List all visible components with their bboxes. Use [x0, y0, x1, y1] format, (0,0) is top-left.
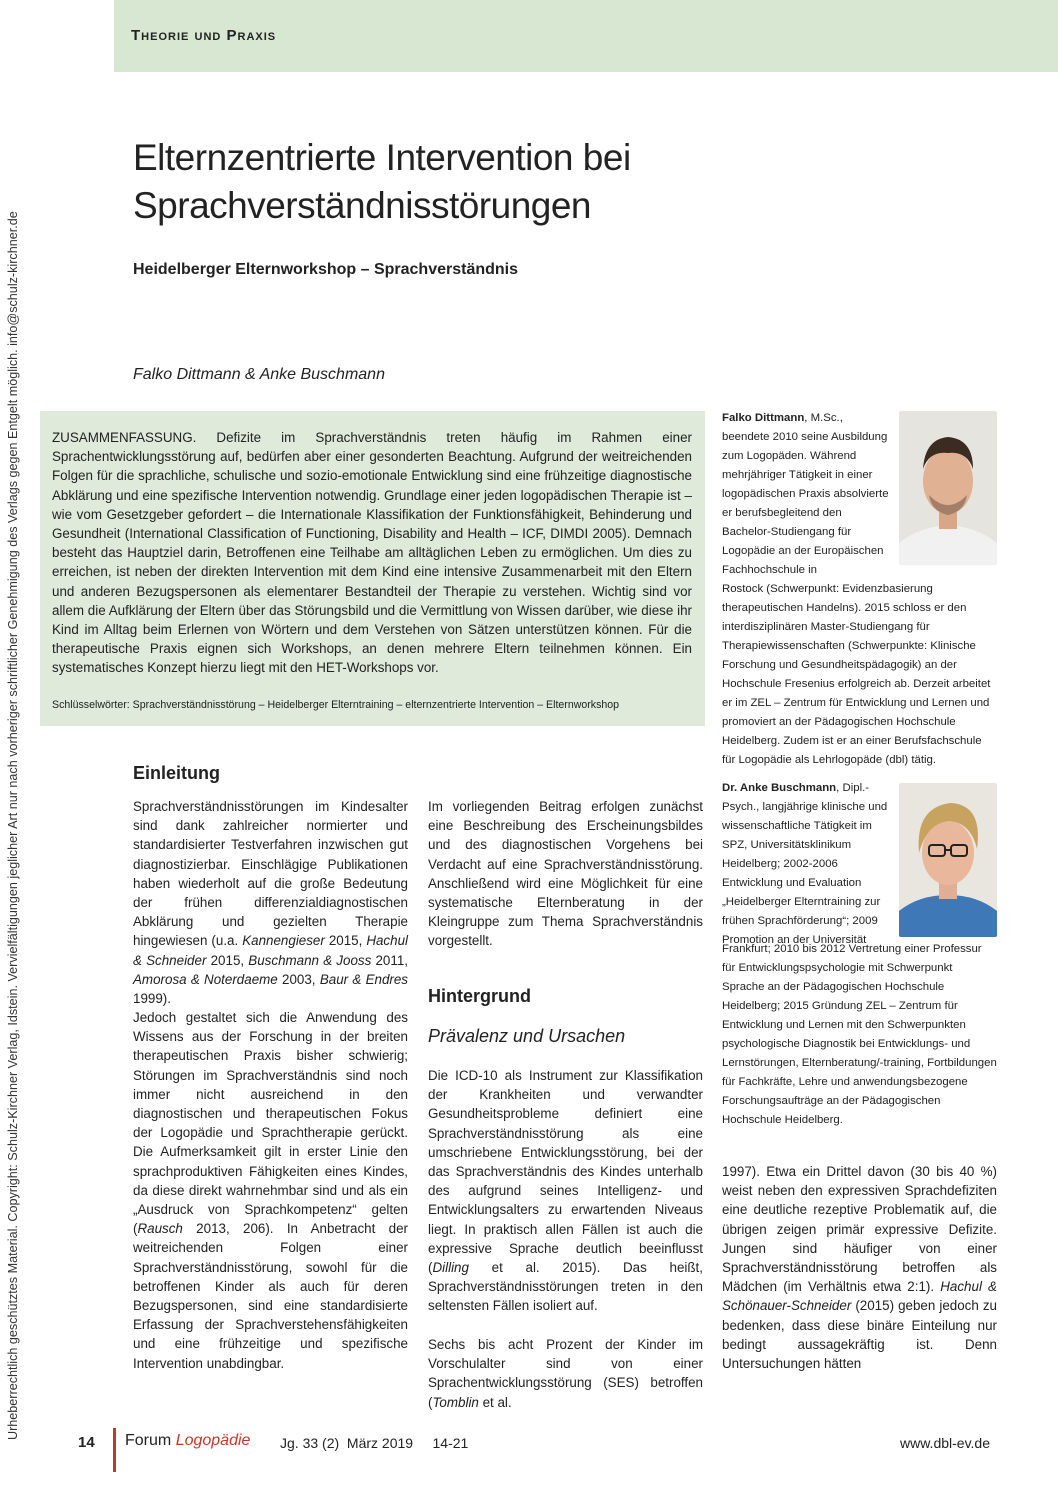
text-run: 2003,: [277, 971, 320, 987]
heading-hintergrund: Hintergrund: [428, 986, 531, 1006]
text-run: 2011,: [371, 952, 408, 968]
portrait-woman-icon: [899, 783, 997, 937]
text-run: 1999).: [133, 991, 171, 1007]
portrait-man-icon: [899, 411, 997, 565]
citation: Dilling: [432, 1260, 469, 1276]
article-title: [133, 134, 753, 230]
keywords: Schlüsselwörter: Sprachverständnisstörung – Heidelberger Elterntraining – elternzentrierte Intervention – Elternworkshop: [52, 699, 620, 711]
text-run: Die ICD-10 als Instrument zur Klassifikation der Krankheiten und verwandter Gesundheitsprobleme definiert eine Sprachverständnisstörung als eine umschriebene Entwicklungsstörung, bei der das Sprachverständnis des Kindes unterhalb des aufgrund seines Intelligenz- und Entwicklungsalters zu erwartenden Niveaus liegt. In praktisch allen Fällen ist auch die expressive Sprache deutlich beeinflusst (: [428, 1068, 703, 1276]
citation: Tomblin: [432, 1394, 479, 1410]
col2-paragraph-2: [428, 1066, 703, 1316]
citation: Baur & Endres: [319, 971, 408, 987]
citation: Hachul & Schneider: [133, 933, 408, 968]
text-run: 2015,: [324, 933, 367, 949]
bio-dittmann-text-short: beendete 2010 seine Ausbildung zum Logopäden. Während mehrjähriger Tätigkeit in einer logopädischen Praxis absolvierte er berufsbegleitend den Bachelor-Studiengang für Logopädie an der Europäischen Fachhochschule in: [722, 431, 889, 576]
subheading-praevalenz: Prävalenz und Ursachen: [428, 1026, 626, 1046]
bio-buschmann-short: [722, 779, 892, 950]
citation: Rausch: [137, 1221, 183, 1237]
issue-info: Jg. 33 (2) März 2019 14-21: [280, 1435, 469, 1451]
col3-paragraph: [722, 1162, 997, 1373]
text-run: Jedoch gestaltet sich die Anwendung des Wissens aus der Forschung in der breiten therapeutischen Praxis bisher schwierig; Störungen im Sprachverständnis sind noch immer nicht ausreichend in den diagnostischen und therapeutischen Fokus der Logopädie und Sprachtherapie gerückt. Die Aufmerksamkeit gilt in erster Linie den sprachproduktiven Fähigkeiten eines Kindes, da diese direkt wahrnehmbar sind und als ein „Ausdruck von Sprachkompetenz“ gelten (: [133, 1010, 408, 1237]
text-run: et al. 2015). Das heißt, Sprachverständnisstörungen treten in den seltensten Fällen isoliert auf.: [428, 1260, 703, 1314]
col2-paragraph-3: [428, 1335, 703, 1412]
col1-paragraph-1: [133, 797, 408, 1008]
copyright-side-note: Urheberrechtlich geschütztes Material. Copyright: Schulz-Kirchner Verlag, Idstein. Vervielfältigungen jeglicher Art nur nach vorheriger schriftlicher Genehmigung des Verlags gegen Entgelt möglich. info@schulz-kirchner.de: [6, 211, 20, 1440]
author-photo-dittmann: [899, 411, 997, 565]
abstract-text: ZUSAMMENFASSUNG. Defizite im Sprachverständnis treten häufig im Rahmen einer Sprachentwicklungsstörung auf, bedürfen aber einer gesonderten Beachtung. Aufgrund der weitreichenden Folgen für die sprachliche, schulische und sozio-emotionale Entwicklung sind eine frühzeitige diagnostische Abklärung und eine spezifische Intervention notwendig. Grundlage einer jeden logopädischen Therapie ist – wie vom Gesetzgeber gefordert – die Internationale Klassifikation der Funktionsfähigkeit, Behinderung und Gesundheit (International Classification of Functioning, Disability and Health – ICF, DIMDI 2005). Demnach besteht das Hauptziel darin, Betroffenen eine Teilhabe am alltäglichen Leben zu ermöglichen. Um dies zu erreichen, ist neben der direkten Intervention mit dem Kind eine intensive Zusammenarbeit mit den Eltern und anderen Bezugspersonen als elementarer Bestandteil der Therapie zu verstehen. Wichtig sind vor allem die Aufklärung der Eltern über das Störungsbild und die Vermittlung von Wissen darüber, wie diese ihr Kind im Alltag beim Erlernen von Wörtern und dem Verstehen von Sätzen unterstützen können. Für die therapeutische Praxis eignen sich Workshops, an denen mehrere Eltern teilnehmen können. Ein systematisches Konzept hierzu liegt mit den HET-Workshops vor.: [52, 430, 692, 676]
col1-paragraph-2: [133, 1008, 408, 1373]
bio-buschmann-name: Dr. Anke Buschmann: [722, 782, 837, 794]
bio-buschmann-long: Frankfurt; 2010 bis 2012 Vertretung einer Professur für Entwicklungspsychologie mit Schwerpunkt Sprache an der Pädagogischen Hochschule Heidelberg; 2015 Gründung ZEL – Zentrum für Entwicklung und Lernen mit den Schwerpunkten psychologische Diagnostik bei Entwicklungs- und Lernstörungen, Elternberatung/-training, Fortbildungen für Fachkräfte, Lehre und anwendungsbezogene Forschungsaufträge an der Pädagogischen Hochschule Heidelberg.: [722, 943, 997, 1126]
citation: Hachul & Schönauer-Schneider: [722, 1279, 997, 1314]
article-subtitle: Heidelberger Elternworkshop – Sprachverständnis: [133, 261, 519, 278]
bio-dittmann-short: [722, 409, 892, 580]
article-title-line1: Elternzentrierte Intervention bei: [133, 137, 631, 178]
citation: Kannengieser: [242, 933, 325, 949]
text-run: et al.: [478, 1394, 512, 1410]
footer-url[interactable]: www.dbl-ev.de: [900, 1435, 991, 1451]
col2-paragraph-1: Im vorliegenden Beitrag erfolgen zunächst eine Beschreibung des Erscheinungsbildes und des diagnostischen Vorgehens bei Verdacht auf eine Sprachverständnisstörung. Anschließend wird eine Möglichkeit für eine systematische Elternberatung in der Kleingruppe zum Thema Sprachverständnis vorgestellt.: [428, 799, 703, 949]
bio-dittmann-long: Rostock (Schwerpunkt: Evidenzbasierung therapeutischen Handelns). 2015 schloss er den interdisziplinären Master-Studiengang für Therapiewissenschaften (Schwerpunkte: Klinische Forschung und Gesundheitspädagogik) an der Hochschule Fresenius erfolgreich ab. Derzeit arbeitet er im ZEL – Zentrum für Entwicklung und Lernen und promoviert an der Pädagogischen Hochschule Heidelberg. Zudem ist er an einer Berufsfachschule für Logopädie als Lehrlogopäde (dbl) tätig.: [722, 583, 991, 766]
text-run: Sechs bis acht Prozent der Kinder im Vorschulalter sind von einer Sprachentwicklungsstörung (SES) betroffen (: [428, 1337, 703, 1410]
citation: Amorosa & Noterdaeme: [133, 971, 278, 987]
author-photo-buschmann: [899, 783, 997, 937]
text-run: Sprachverständnisstörungen im Kindesalter sind dank zahlreicher normierter und standardisierter Testverfahren inzwischen gut diagnostizierbar. Einschlägige Publikationen haben wiederholt auf die große Bedeutung der frühen differenzialdiagnostischen Abklärung und gezielten Therapie hingewiesen (u.a.: [133, 799, 408, 949]
journal-name: [125, 1432, 250, 1450]
text-run: 2013, 206). In Anbetracht der weitreichenden Folgen einer Sprachverständnisstörung, sowohl für die betroffenen Kinder als auch für deren Bezugspersonen, sind eine standardisierte Erfassung der Sprachverstehensfähigkeiten und eine frühzeitige und spezifische Intervention unabdingbar.: [133, 1221, 408, 1371]
bio-dittmann-name: Falko Dittmann: [722, 412, 805, 424]
bio-buschmann-text-short: Psych., langjährige klinische und wissenschaftliche Tätigkeit im SPZ, Universitätsklinikum Heidelberg; 2002-2006 Entwicklung und Evaluation „Heidelberger Elterntraining zur frühen Sprachförderung“; 2009 Promotion an der Universität: [722, 801, 888, 946]
citation: Buschmann & Jooss: [248, 952, 372, 968]
heading-einleitung: Einleitung: [133, 763, 220, 783]
page-number: 14: [78, 1434, 95, 1451]
bio-buschmann-degree: , Dipl.-: [836, 782, 870, 794]
article-authors: Falko Dittmann & Anke Buschmann: [133, 366, 385, 383]
section-label: Theorie und Praxis: [131, 27, 277, 44]
article-title-line2: Sprachverständnisstörungen: [133, 185, 592, 226]
journal-logo-text: Logopädie: [175, 1432, 251, 1449]
footer-divider: [113, 1428, 116, 1472]
text-run: 2015,: [206, 952, 249, 968]
bio-dittmann-degree: , M.Sc.,: [804, 412, 843, 424]
text-run: (2015) geben jedoch zu bedenken, dass diese binäre Einteilung nur bedingt aussagekräftig ist. Denn Untersuchungen hätten: [722, 1298, 997, 1372]
text-run: 1997). Etwa ein Drittel davon (30 bis 40 %) weist neben den expressiven Sprachdefiziten eine deutliche rezeptive Problematik auf, die übrigen zeigen primär expressive Defizite. Jungen sind häufiger von einer Sprachverständnisstörung betroffen als Mädchen (im Verhältnis etwa 2:1).: [722, 1164, 997, 1295]
journal-forum: Forum: [125, 1432, 172, 1449]
